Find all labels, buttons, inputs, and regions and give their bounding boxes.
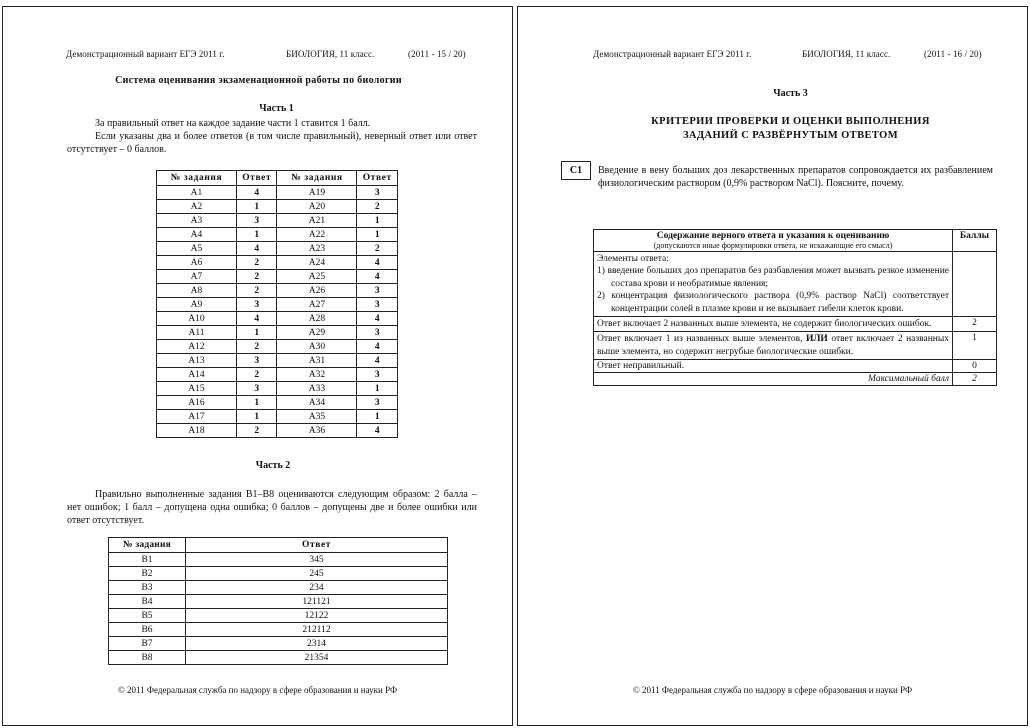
- task-number-cell: А12: [157, 340, 237, 354]
- answer-cell: 121121: [186, 595, 448, 609]
- criteria-elements-row: [594, 252, 997, 317]
- task-number-cell: В2: [109, 567, 186, 581]
- task-number-cell: А33: [277, 382, 357, 396]
- task-number-cell: А16: [157, 396, 237, 410]
- part2-paragraph: Правильно выполненные задания В1–В8 оцениваются следующим образом: 2 балла – нет ошибок; 1 балл – допущена одна ошибка; 0 баллов – допущены две и более ошибки или ответ отсутствует.: [67, 489, 477, 526]
- part2-answers-table: [108, 537, 448, 665]
- empty-score-cell: [953, 252, 997, 317]
- header-variant: Демонстрационный вариант ЕГЭ 2011 г.: [593, 49, 752, 59]
- answer-cell: 2314: [186, 637, 448, 651]
- task-number-cell: А26: [277, 284, 357, 298]
- task-number-cell: А6: [157, 256, 237, 270]
- answer-cell: 2: [236, 284, 277, 298]
- footer-copyright: © 2011 Федеральная служба по надзору в сфере образования и науки РФ: [117, 685, 398, 695]
- task-number-cell: А28: [277, 312, 357, 326]
- criteria-or-keyword: ИЛИ: [805, 334, 828, 345]
- answer-cell: 234: [186, 581, 448, 595]
- task-number-cell: А7: [157, 270, 237, 284]
- task-number-cell: В4: [109, 595, 186, 609]
- task-number-cell: А22: [277, 228, 357, 242]
- header-subject: БИОЛОГИЯ, 11 класс.: [286, 49, 375, 59]
- task-number-cell: А24: [277, 256, 357, 270]
- answer-cell: 2: [357, 200, 398, 214]
- header-variant: Демонстрационный вариант ЕГЭ 2011 г.: [66, 49, 225, 59]
- task-number-cell: А36: [277, 424, 357, 438]
- table-row: [157, 200, 398, 214]
- answer-cell: 3: [236, 214, 277, 228]
- table-row: [109, 567, 448, 581]
- task-number-cell: А9: [157, 298, 237, 312]
- table-row: [109, 609, 448, 623]
- answer-elements-cell: [594, 252, 953, 317]
- task-number-cell: А23: [277, 242, 357, 256]
- task-number-cell: А25: [277, 270, 357, 284]
- task-number-cell: А31: [277, 354, 357, 368]
- answer-cell: 4: [357, 424, 398, 438]
- column-header: Ответ: [186, 538, 448, 553]
- table-row: [157, 284, 398, 298]
- answer-cell: 1: [236, 410, 277, 424]
- left-page: [2, 6, 513, 726]
- header-subject: БИОЛОГИЯ, 11 класс.: [802, 49, 891, 59]
- task-number-cell: А32: [277, 368, 357, 382]
- footer-copyright: © 2011 Федеральная служба по надзору в сфере образования и науки РФ: [632, 685, 913, 695]
- header-page-number: (2011 - 16 / 20): [924, 49, 982, 59]
- table-row: [109, 595, 448, 609]
- score-column-header: Баллы: [953, 230, 997, 252]
- answer-cell: 1: [236, 228, 277, 242]
- task-number-cell: А21: [277, 214, 357, 228]
- criteria-title-line2: ЗАДАНИЙ С РАЗВЁРНУТЫМ ОТВЕТОМ: [682, 130, 899, 141]
- answer-cell: 4: [357, 354, 398, 368]
- column-header: № задания: [157, 171, 237, 186]
- table-row: [109, 553, 448, 567]
- max-score-value: 2: [953, 373, 997, 386]
- table-row: [109, 581, 448, 595]
- criteria-table: [593, 229, 997, 386]
- task-number-label: C1: [561, 161, 591, 180]
- answer-cell: 4: [357, 256, 398, 270]
- task-number-cell: А18: [157, 424, 237, 438]
- task-question: Введение в вену больших доз лекарственных препаратов сопровождается их разбавлением физиологическим раствором (0,9% раствором NaCl). Поясните, почему.: [598, 165, 993, 189]
- score-value: 2: [953, 317, 997, 332]
- answer-cell: 4: [357, 340, 398, 354]
- table-row: [157, 270, 398, 284]
- answer-cell: 3: [357, 284, 398, 298]
- table-row: [157, 410, 398, 424]
- answer-cell: 3: [357, 396, 398, 410]
- table-row: [157, 354, 398, 368]
- task-number-cell: А14: [157, 368, 237, 382]
- part1-answers-table: [156, 170, 398, 438]
- table-row: [157, 298, 398, 312]
- header-page-number: (2011 - 15 / 20): [408, 49, 466, 59]
- task-number-cell: А30: [277, 340, 357, 354]
- table-row: [157, 396, 398, 410]
- answer-cell: 245: [186, 567, 448, 581]
- task-number-cell: А29: [277, 326, 357, 340]
- table-row: [157, 382, 398, 396]
- task-number-cell: А10: [157, 312, 237, 326]
- task-number-cell: А1: [157, 186, 237, 200]
- answer-cell: 212112: [186, 623, 448, 637]
- table-row: [157, 256, 398, 270]
- answer-cell: 2: [236, 340, 277, 354]
- answer-cell: 2: [236, 368, 277, 382]
- answer-element-1: 1) введение больших доз препаратов без разбавления может вызвать резкое изменение состава крови и необратимые явления;: [597, 266, 949, 289]
- answer-cell: 3: [357, 298, 398, 312]
- part1-paragraph-1: За правильный ответ на каждое задание части 1 ставится 1 балл.: [95, 118, 371, 129]
- criteria-text-part-a: Ответ включает 1 из названных выше элементов,: [597, 334, 803, 345]
- answer-cell: 1: [357, 410, 398, 424]
- table-row: [109, 637, 448, 651]
- task-number-cell: В1: [109, 553, 186, 567]
- column-header: Ответ: [236, 171, 277, 186]
- answer-cell: 2: [236, 424, 277, 438]
- table-header-row: [157, 171, 398, 186]
- table-row: [157, 214, 398, 228]
- answer-cell: 2: [357, 242, 398, 256]
- column-header: № задания: [277, 171, 357, 186]
- elements-intro: Элементы ответа:: [597, 254, 669, 264]
- criteria-header-row: [594, 230, 997, 252]
- task-number-cell: А17: [157, 410, 237, 424]
- answer-cell: 12122: [186, 609, 448, 623]
- answer-cell: 4: [357, 312, 398, 326]
- task-number-cell: В8: [109, 651, 186, 665]
- score-value: 0: [953, 360, 997, 373]
- criteria-title-line1: КРИТЕРИИ ПРОВЕРКИ И ОЦЕНКИ ВЫПОЛНЕНИЯ: [651, 116, 930, 127]
- answer-cell: 3: [357, 368, 398, 382]
- part2-heading: Часть 2: [255, 460, 291, 471]
- task-number-cell: А19: [277, 186, 357, 200]
- task-number-cell: А11: [157, 326, 237, 340]
- task-number-cell: В5: [109, 609, 186, 623]
- criteria-content-header: [594, 230, 953, 252]
- criteria-content-note: (допускаются иные формулировки ответа, не искажающие его смысл): [653, 241, 893, 250]
- table-row: [109, 623, 448, 637]
- criteria-row-max: [594, 373, 997, 386]
- task-number-cell: А20: [277, 200, 357, 214]
- task-number-cell: В6: [109, 623, 186, 637]
- criteria-row-score-2: [594, 317, 997, 332]
- answer-cell: 3: [236, 382, 277, 396]
- column-header: Ответ: [357, 171, 398, 186]
- table-row: [157, 242, 398, 256]
- answer-cell: 345: [186, 553, 448, 567]
- part1-paragraph-2: Если указаны два и более ответов (в том числе правильный), неверный ответ или ответ отсутствует – 0 баллов.: [67, 131, 477, 155]
- answer-cell: 2: [236, 256, 277, 270]
- task-number-cell: А3: [157, 214, 237, 228]
- criteria-content-title: Содержание верного ответа и указания к оцениванию: [656, 231, 890, 241]
- answer-cell: 3: [236, 354, 277, 368]
- answer-cell: 21354: [186, 651, 448, 665]
- right-page: [517, 6, 1028, 726]
- table-row: [157, 186, 398, 200]
- answer-cell: 3: [357, 326, 398, 340]
- criteria-row-score-1: [594, 332, 997, 360]
- answer-cell: 4: [236, 312, 277, 326]
- task-number-cell: А13: [157, 354, 237, 368]
- column-header: № задания: [109, 538, 186, 553]
- answer-cell: 3: [357, 186, 398, 200]
- table-row: [157, 340, 398, 354]
- task-number-cell: А5: [157, 242, 237, 256]
- answer-cell: 1: [236, 396, 277, 410]
- score-value: 1: [953, 332, 997, 360]
- answer-cell: 1: [357, 228, 398, 242]
- answer-cell: 4: [236, 242, 277, 256]
- answer-cell: 4: [357, 270, 398, 284]
- answer-element-2: 2) концентрация физиологического раствора (0,9% раствор NaCl) соответствует концентрации солей в плазме крови и не вызывает гибели клеток крови.: [597, 291, 949, 314]
- criteria-text-part-b: ответ включает 2 названных выше элемента, но содержит негрубые биологические ошибки.: [597, 334, 950, 357]
- table-row: [157, 326, 398, 340]
- table-header-row: [109, 538, 448, 553]
- criteria-text: Ответ неправильный.: [594, 360, 953, 373]
- table-row: [109, 651, 448, 665]
- answer-cell: 1: [357, 382, 398, 396]
- answer-cell: 1: [236, 326, 277, 340]
- table-row: [157, 228, 398, 242]
- answer-cell: 2: [236, 270, 277, 284]
- table-row: [157, 368, 398, 382]
- task-number-cell: А15: [157, 382, 237, 396]
- task-number-cell: В7: [109, 637, 186, 651]
- scoring-system-title: Система оценивания экзаменационной работы по биологии: [115, 75, 402, 86]
- task-number-cell: А35: [277, 410, 357, 424]
- criteria-text: Ответ включает 2 названных выше элемента, не содержит биологических ошибок.: [594, 317, 953, 332]
- criteria-text: [594, 332, 953, 360]
- task-number-cell: А34: [277, 396, 357, 410]
- answer-cell: 4: [236, 186, 277, 200]
- table-row: [157, 424, 398, 438]
- task-number-cell: В3: [109, 581, 186, 595]
- part1-heading: Часть 1: [259, 103, 294, 114]
- part3-heading: Часть 3: [773, 88, 808, 99]
- answer-cell: 1: [236, 200, 277, 214]
- criteria-row-score-0: [594, 360, 997, 373]
- task-number-cell: А2: [157, 200, 237, 214]
- answer-cell: 3: [236, 298, 277, 312]
- answer-cell: 1: [357, 214, 398, 228]
- task-number-cell: А8: [157, 284, 237, 298]
- task-number-cell: А27: [277, 298, 357, 312]
- max-score-label: Максимальный балл: [594, 373, 953, 386]
- table-row: [157, 312, 398, 326]
- task-number-cell: А4: [157, 228, 237, 242]
